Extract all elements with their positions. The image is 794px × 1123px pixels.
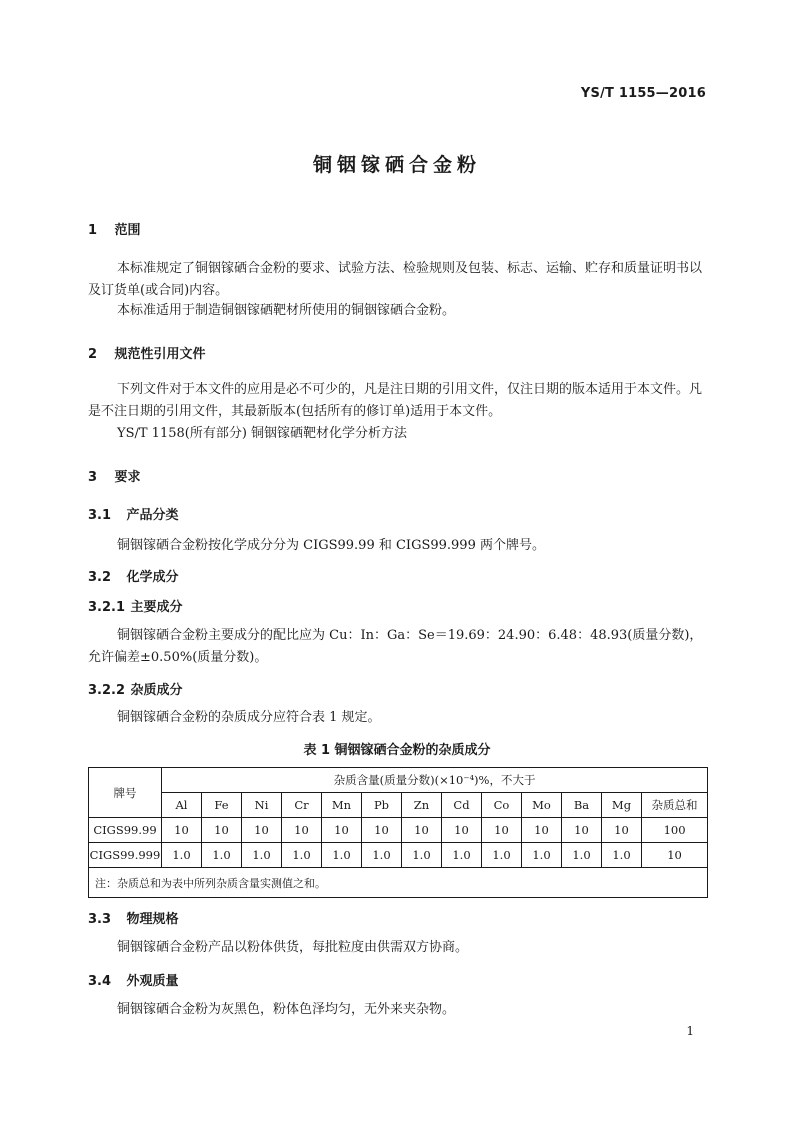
reference-item: YS/T 1158(所有部分) 铜铟镓硒靶材化学分析方法 xyxy=(117,426,408,441)
value-cell: 1.0 xyxy=(362,843,402,868)
section-number: 3.2.1 xyxy=(88,600,126,615)
grade-cell: CIGS99.99 xyxy=(89,818,162,843)
value-cell: 10 xyxy=(202,818,242,843)
element-header: Ba xyxy=(562,793,602,818)
section-number: 1 xyxy=(88,223,98,238)
scope-paragraph-2: 本标准适用于制造铜铟镓硒靶材所使用的铜铟镓硒合金粉。 xyxy=(117,303,456,318)
section-heading-3-2-1 xyxy=(88,596,183,615)
total-cell: 100 xyxy=(642,818,708,843)
section-heading-2 xyxy=(88,343,206,362)
total-cell: 10 xyxy=(642,843,708,868)
value-cell: 10 xyxy=(442,818,482,843)
section-number: 3.2.2 xyxy=(88,683,126,698)
section-number: 3.2 xyxy=(88,570,112,585)
value-cell: 1.0 xyxy=(162,843,202,868)
section-number: 3.3 xyxy=(88,912,112,927)
section-heading-3-2-2 xyxy=(88,679,183,698)
value-cell: 1.0 xyxy=(202,843,242,868)
element-header: Co xyxy=(482,793,522,818)
value-cell: 10 xyxy=(362,818,402,843)
table-note: 注：杂质总和为表中所列杂质含量实测值之和。 xyxy=(89,868,708,898)
section-heading-3-1 xyxy=(88,504,179,523)
section-number: 3 xyxy=(88,470,98,485)
page-number: 1 xyxy=(686,1024,694,1038)
section-title: 范围 xyxy=(114,223,141,238)
value-cell: 1.0 xyxy=(282,843,322,868)
section-title: 规范性引用文件 xyxy=(114,347,206,362)
classification-paragraph: 铜铟镓硒合金粉按化学成分分为 CIGS99.99 和 CIGS99.999 两个牌号。 xyxy=(117,538,545,553)
section-heading-3-3 xyxy=(88,908,179,927)
value-cell: 10 xyxy=(522,818,562,843)
section-number: 3.1 xyxy=(88,508,112,523)
value-cell: 1.0 xyxy=(602,843,642,868)
section-heading-3 xyxy=(88,466,141,485)
element-header: Fe xyxy=(202,793,242,818)
value-cell: 1.0 xyxy=(442,843,482,868)
element-header: Ni xyxy=(242,793,282,818)
value-cell: 1.0 xyxy=(562,843,602,868)
value-cell: 1.0 xyxy=(242,843,282,868)
element-header: Pb xyxy=(362,793,402,818)
section-title: 物理规格 xyxy=(126,912,179,927)
physical-spec-paragraph: 铜铟镓硒合金粉产品以粉体供货，每批粒度由供需双方协商。 xyxy=(117,940,469,955)
section-title: 要求 xyxy=(114,470,141,485)
section-heading-1 xyxy=(88,219,141,238)
impurity-group-header: 杂质含量(质量分数)(×10⁻⁴)%，不大于 xyxy=(162,768,708,793)
table-row xyxy=(89,843,708,868)
section-heading-3-4 xyxy=(88,970,179,989)
section-title: 杂质成分 xyxy=(130,683,183,698)
scope-paragraph-1: 本标准规定了铜铟镓硒合金粉的要求、试验方法、检验规则及包装、标志、运输、贮存和质量证明书以及订货单(或合同)内容。 xyxy=(88,261,703,298)
element-header: Mn xyxy=(322,793,362,818)
value-cell: 10 xyxy=(402,818,442,843)
standard-number: YS/T 1155—2016 xyxy=(580,86,706,101)
table-caption: 表 1 铜铟镓硒合金粉的杂质成分 xyxy=(303,743,491,758)
value-cell: 1.0 xyxy=(402,843,442,868)
section-title: 产品分类 xyxy=(126,508,179,523)
grade-header: 牌号 xyxy=(89,768,162,818)
element-header: Zn xyxy=(402,793,442,818)
section-title: 外观质量 xyxy=(126,974,179,989)
element-header: Cr xyxy=(282,793,322,818)
section-title: 化学成分 xyxy=(126,570,179,585)
value-cell: 1.0 xyxy=(322,843,362,868)
appearance-paragraph: 铜铟镓硒合金粉为灰黑色，粉体色泽均匀，无外来夹杂物。 xyxy=(117,1002,456,1017)
impurity-paragraph: 铜铟镓硒合金粉的杂质成分应符合表 1 规定。 xyxy=(117,710,381,725)
impurity-table xyxy=(88,767,708,898)
value-cell: 10 xyxy=(482,818,522,843)
grade-cell: CIGS99.999 xyxy=(89,843,162,868)
value-cell: 10 xyxy=(322,818,362,843)
value-cell: 1.0 xyxy=(482,843,522,868)
section-number: 2 xyxy=(88,347,98,362)
element-header: Al xyxy=(162,793,202,818)
table-row xyxy=(89,818,708,843)
value-cell: 1.0 xyxy=(522,843,562,868)
value-cell: 10 xyxy=(562,818,602,843)
main-composition-paragraph: 铜铟镓硒合金粉主要成分的配比应为 Cu：In：Ga：Se＝19.69：24.90：6.48：48.93(质量分数)，允许偏差±0.50%(质量分数)。 xyxy=(88,628,703,665)
section-number: 3.4 xyxy=(88,974,112,989)
document-title: 铜铟镓硒合金粉 xyxy=(312,154,481,176)
section-title: 主要成分 xyxy=(130,600,183,615)
section-heading-3-2 xyxy=(88,566,179,585)
references-paragraph: 下列文件对于本文件的应用是必不可少的，凡是注日期的引用文件，仅注日期的版本适用于本文件。凡是不注日期的引用文件，其最新版本(包括所有的修订单)适用于本文件。 xyxy=(88,382,703,419)
element-header: Mo xyxy=(522,793,562,818)
value-cell: 10 xyxy=(242,818,282,843)
value-cell: 10 xyxy=(602,818,642,843)
value-cell: 10 xyxy=(282,818,322,843)
element-header: 杂质总和 xyxy=(642,793,708,818)
element-header: Mg xyxy=(602,793,642,818)
value-cell: 10 xyxy=(162,818,202,843)
element-header: Cd xyxy=(442,793,482,818)
